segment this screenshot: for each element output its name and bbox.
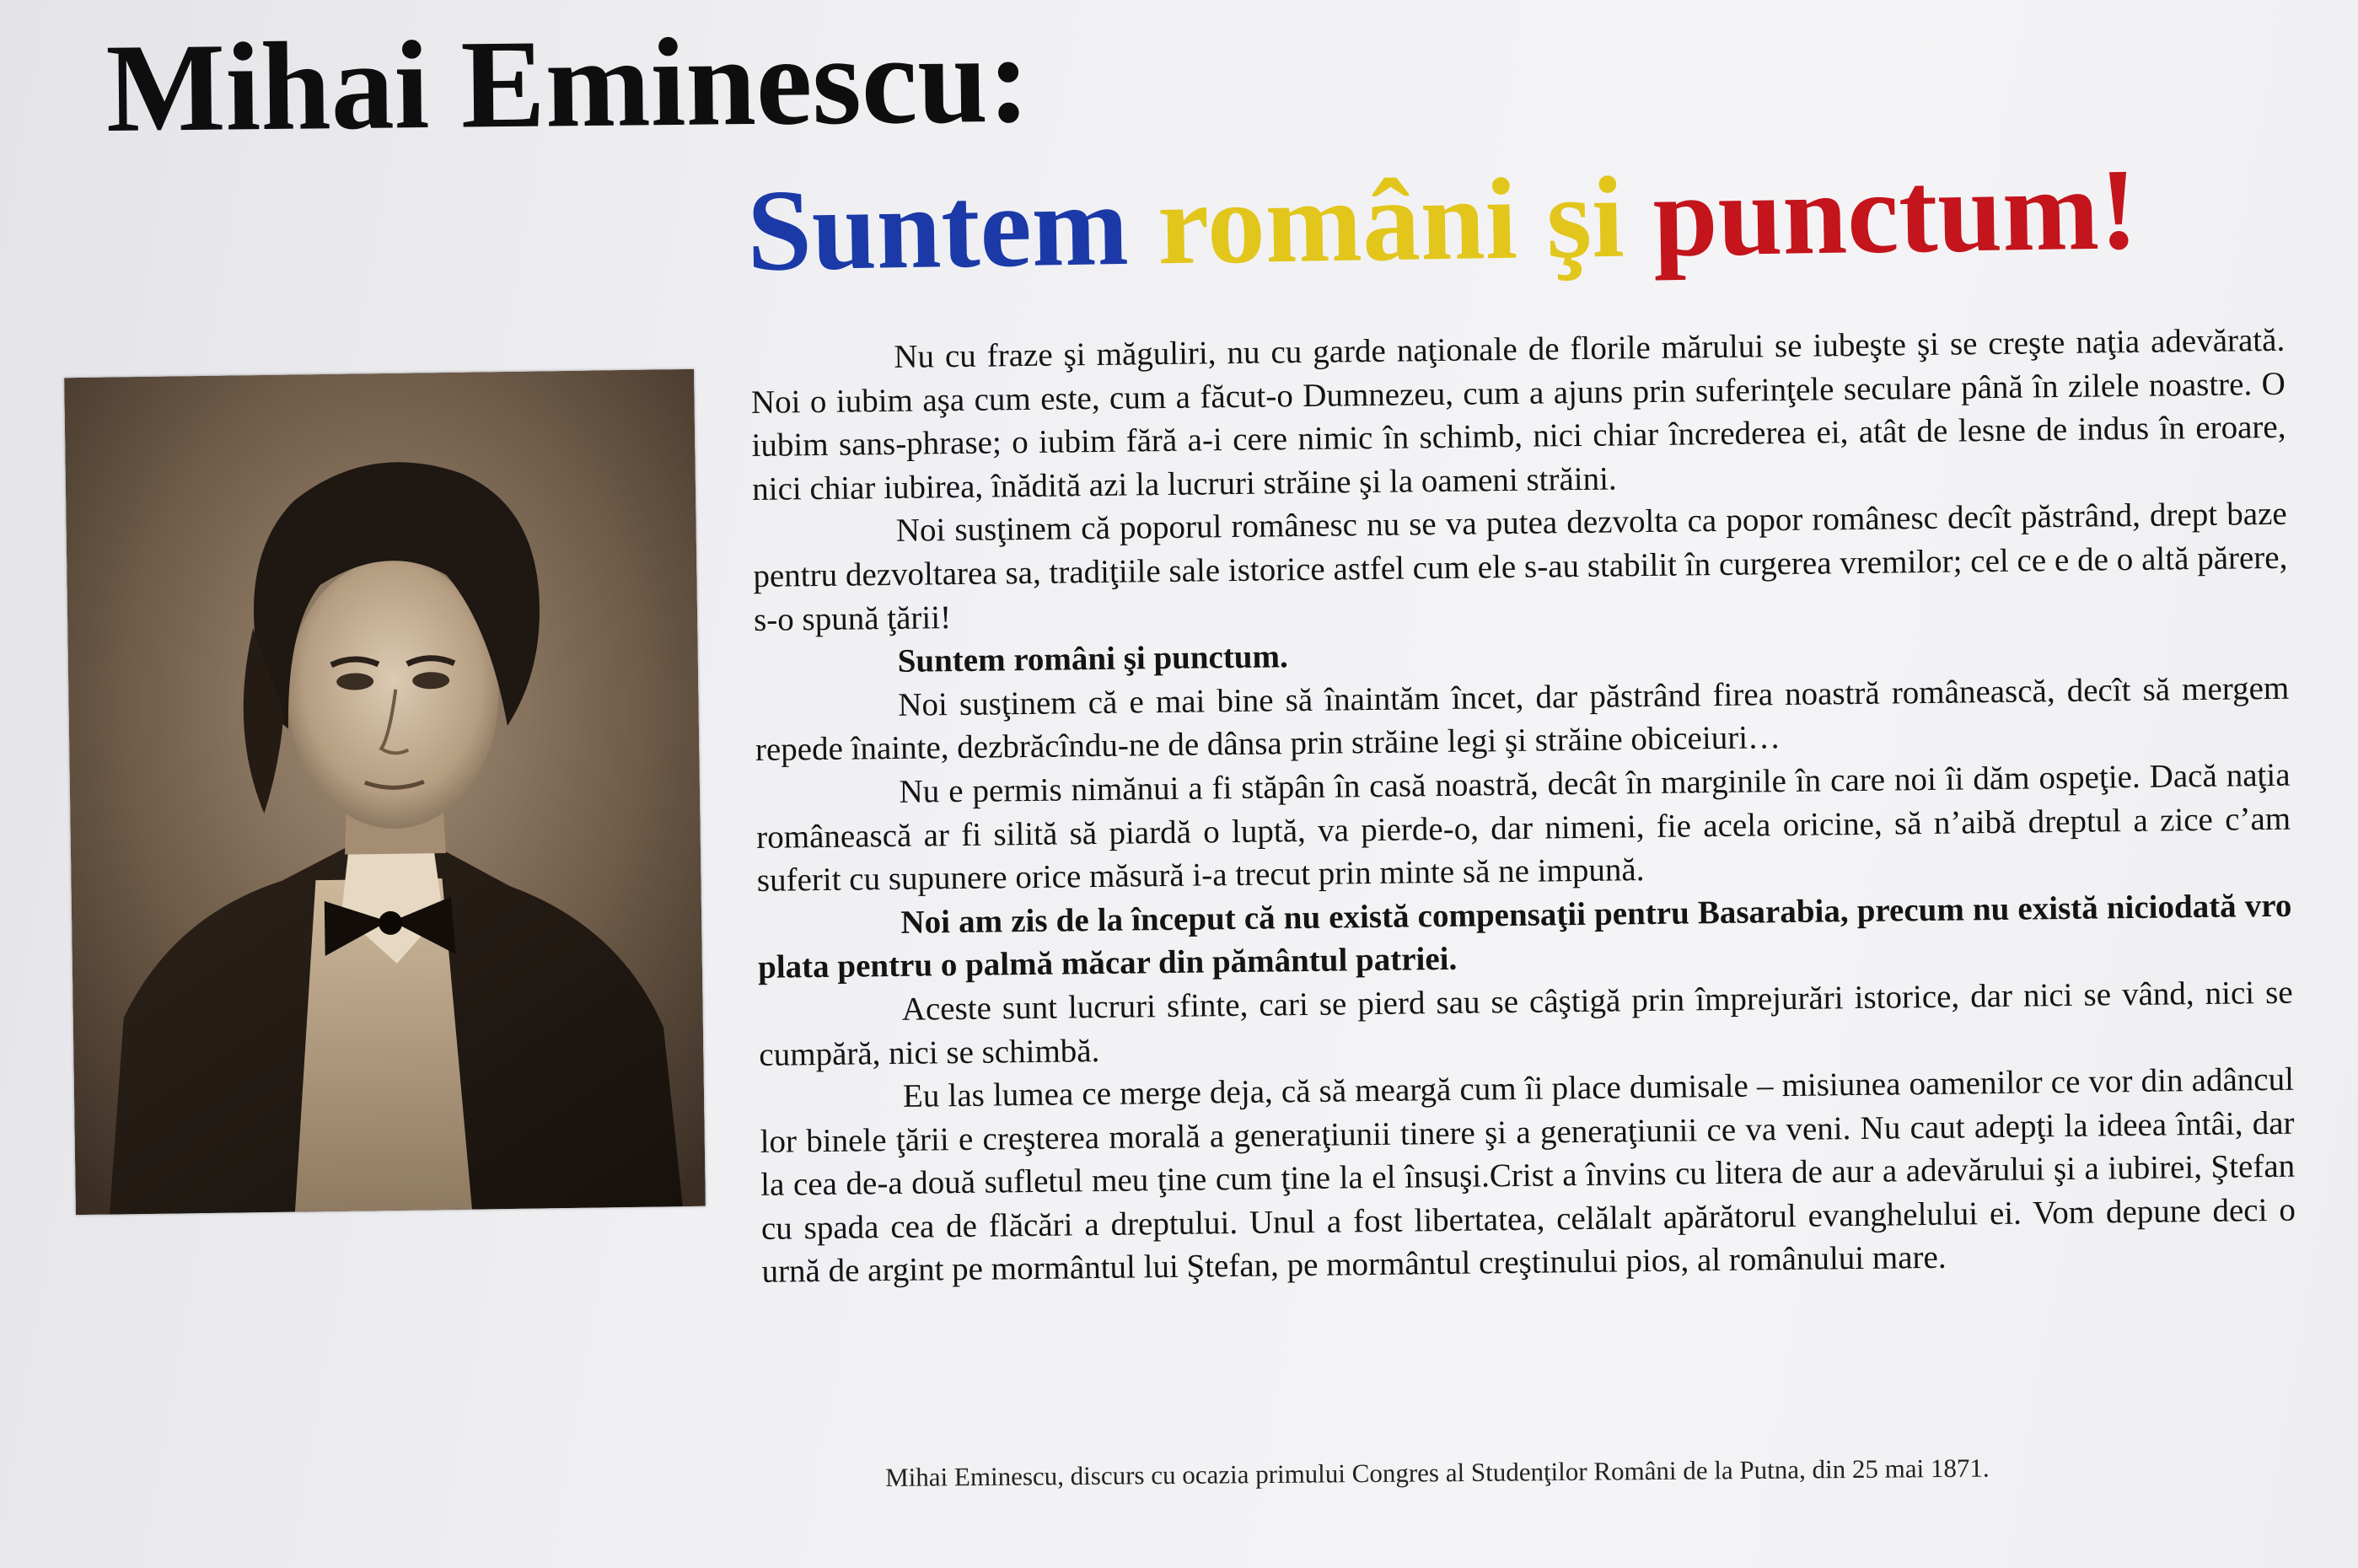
speech-text (750, 319, 2296, 1294)
title-word-si: şi (1544, 152, 1625, 283)
title-word-suntem: Suntem (745, 159, 1130, 295)
paragraph-1: Nu cu fraze şi măguliri, nu cu garde naţionale de florile mărului se iubeşte şi se creşte naţia adevărată. Noi o iubim aşa cum este, cum a făcut-o Dumnezeu, cum a ajuns prin suferinţele seculare până în zilele noastre. O iubim sans-phrase; o iubim fără a-i cere nimic în schimb, nici chiar încrederea ei, atât de lesne de indus în eroare, nici chiar iubirea, înădită azi la lucruri străine şi la oameni străini. (750, 321, 2286, 507)
paragraph-6-bold: Noi am zis de la început că nu există compensaţii pentru Basarabia, precum nu există niciodată vro plata pentru o palmă măcar din pământul patriei. (757, 887, 2292, 986)
portrait-photo (64, 369, 706, 1215)
paragraph-8: Eu las lumea ce merge deja, că să meargă cum îi place dumisale – misiunea oamenilor ce vor din adâncul lor binele ţării e creşterea morală a generaţiunii tinere şi a generaţiunii ce va veni. Nu caut adepţi la ideea întâi, dar la cea de-a două sufletul meu ţine cum ţine la el însuşi.Crist a învins cu litera de aur a adevărului şi a iubirei, Ştefan cu spada cea de flăcări a dreptului. Unul a fost libertatea, celălalt apărătorul evanghelului ei. Vom depune deci o urnă de argint pe mormântul lui Ştefan, pe mormântul creştinului pios, al românului mare. (760, 1061, 2296, 1291)
title-word-romani: români (1156, 153, 1518, 289)
title-line-2 (745, 144, 2139, 295)
paragraph-3-bold: Suntem români şi punctum. (897, 638, 1288, 680)
sepia-portrait-icon (64, 369, 706, 1215)
paragraph-2: Noi susţinem că poporul românesc nu se va putea dezvolta ca popor românesc decît păstrând, drept baze pentru dezvoltarea sa, tradiţiile sale istorice astfel cum ele s-au stabilit în curgerea vremilor; cel ce e de o altă părere, s-o spună ţării! (753, 496, 2288, 638)
paragraph-5: Nu e permis nimănui a fi stăpân în casă noastră, decât în marginile în care noi îi dăm ospeţie. Dacă naţia românească ar fi silită să piardă o luptă, va pierde-o, dar nimeni, fie acela oricine, să n’aibă dreptul a zice c’am suferit cu supunere orice măsură i-a trecut prin minte să ne impună. (755, 756, 2291, 899)
paragraph-7: Aceste sunt lucruri sfinte, cari se pierd sau se câştigă prin împrejurări istorice, dar nici se vând, nici se cumpără, nici se schimbă. (759, 974, 2293, 1073)
source-caption: Mihai Eminescu, discurs cu ocazia primului Congres al Studenţilor Români de la Putna, din 25 mai 1871. (885, 1453, 1990, 1492)
paragraph-4: Noi susţinem că e mai bine să înaintăm încet, dar păstrând firea noastră românească, decît să mergem repede înainte, dezbrăcîndu-ne de dânsa prin străine legi şi străine obiceiuri… (755, 669, 2290, 769)
title-word-punctum: punctum! (1652, 144, 2139, 282)
title-line-1: Mihai Eminescu: (105, 8, 1031, 158)
